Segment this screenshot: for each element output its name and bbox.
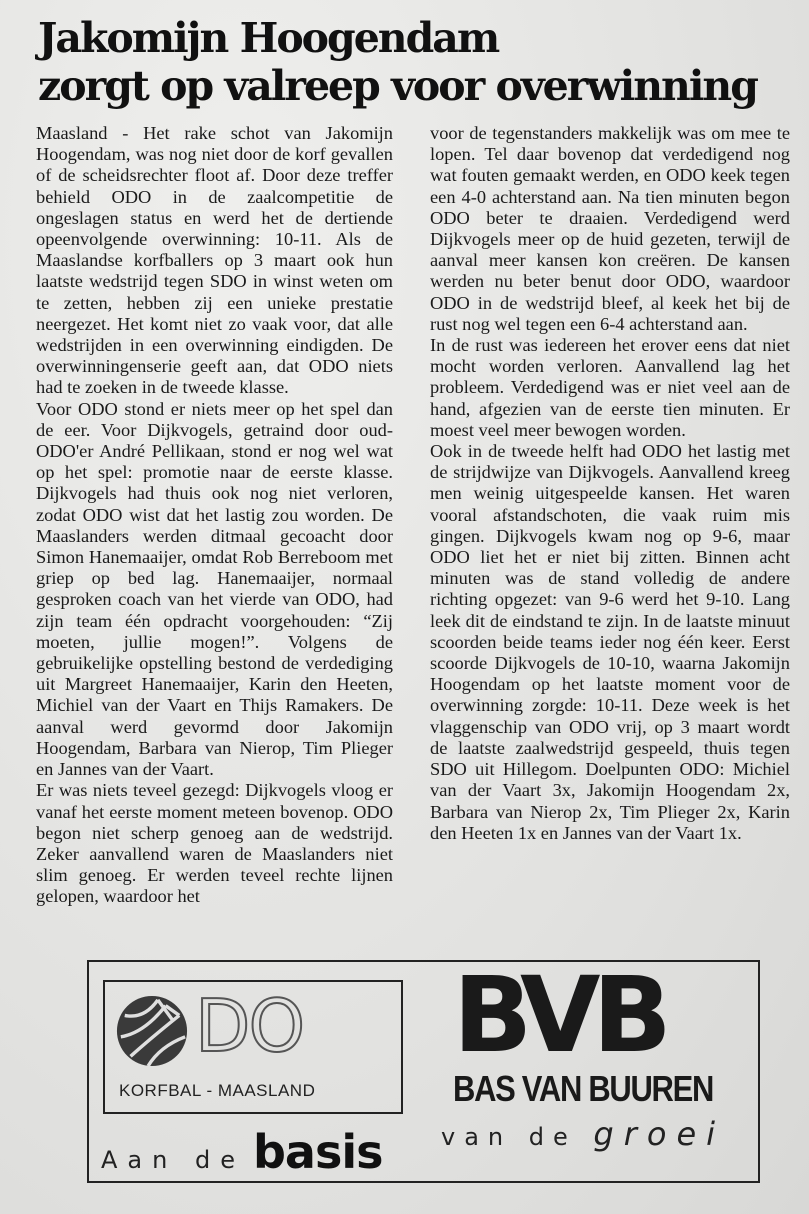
bvb-sponsor-block [441,962,756,1181]
paragraph: Ook in de tweede helft had ODO het lastig met de strijdwijze van Dijkvogels. Aanvallend kreeg men weinig uitgespeelde kansen. Het waren vooral afstandschoten, die vaak ruim mis gingen. Dijkvogels kwam nog op 9-6, maar ODO liet het er niet bij zitten. Binnen acht minuten was de stand volledig de andere richting opgezet: van 9-6 werd het 9-10. Lang leek dit de eindstand te zijn. In de laatste minuut scoorden beide teams ieder nog één keer. Eerst scoorde Dijkvogels de 10-10, waarna Jakomijn Hoogendam op het laatste moment voor de overwinning zorgde: 10-11. Deze week is het vlaggenschip van ODO vrij, op 3 maart wordt de laatste zaalwedstrijd gespeeld, thuis tegen SDO uit Hillegom. Doelpunten ODO: Michiel van der Vaart 3x, Jakomijn Hoogendam 2x, Barbara van Nierop 2x, Tim Plieger 2x, Karin den Heeten 1x en Jannes van der Vaart 1x. [430,441,790,843]
paragraph: Voor ODO stond er niets meer op het spel dan de eer. Voor Dijkvogels, getraind door oud-ODO'er André Pellikaan, stond er nog wel wat op het spel: promotie naar de eerste klasse. Dijkvogels had thuis ook nog niet verloren, zodat ODO wist dat het lastig zou worden. De Maaslanders werden ditmaal gecoacht door Simon Hanemaaijer, omdat Rob Berreboom met griep op bed lag. Hanemaaijer, normaal gesproken coach van het vierde van ODO, had zijn team één opdracht voorgehouden: “Zij moeten, jullie mogen!”. Volgens de gebruikelijke opstelling bestond de verdediging uit Margreet Hanemaaijer, Karin den Heeten, Michiel van der Vaart en Thijs Ramakers. De aanval werd gevormd door Jakomijn Hoogendam, Barbara van Nierop, Tim Plieger en Jannes van der Vaart. [36,398,393,780]
tagline-right-prefix: van de [441,1123,577,1151]
tagline-basis: basis [252,1125,383,1179]
article-column-right [430,123,790,844]
tagline-right-groei: groei [593,1115,726,1153]
tagline-right [441,1110,725,1161]
bvb-logo: BVB [453,960,664,1076]
tagline-left-row [101,1126,382,1178]
headline-line-1: Jakomijn Hoogendam [38,14,499,62]
korfball-ball-icon [115,994,189,1068]
bvb-company-name: BAS VAN BUUREN [453,1068,714,1109]
paragraph: In de rust was iedereen het erover eens dat niet mocht worden verloren. Aanvallend lag het probleem. Verdedigend was er niet veel aan de hand, afgezien van de eerste tien minuten. Er moest veel meer bewogen worden. [430,335,790,440]
paragraph: Maasland - Het rake schot van Jakomijn Hoogendam, was nog niet door de korf gevallen of de scheidsrechter floot af. Door deze treffer behield ODO in de zaalcompetitie de ongeslagen status en werd het de dertiende opeenvolgende overwinning: 10-11. Als de Maaslandse korfballers op 3 maart ook hun laatste wedstrijd tegen SDO in winst weten om te zetten, hebben zij een unieke prestatie neergezet. Het komt niet zo vaak voor, dat alle wedstrijden in een overwinning eindigden. De overwinningenserie geeft aan, dat ODO niets had te zoeken in de tweede klasse. [36,123,393,398]
advertisement [87,960,760,1183]
article-headline [38,14,757,110]
odo-logo-subtitle: KORFBAL - MAASLAND [119,1081,316,1100]
headline-line-2: zorgt op valreep voor overwinning [38,62,757,110]
paragraph: voor de tegenstanders makkelijk was om mee te lopen. Tel daar bovenop dat verdedigend nog wat fouten gemaakt werden, en ODO keek tegen een 4-0 achterstand aan. Na tien minuten begon ODO beter te draaien. Verdedigend werd Dijkvogels meer op de huid gezeten, terwijl de aanval meer kansen kon creëren. De kansen werden nu beter benut door ODO, waardoor ODO in de wedstrijd bleef, al keek het bij de rust nog wel tegen een 6-4 achterstand aan. [430,123,790,334]
odo-logo [103,980,403,1114]
odo-logo-area [89,962,429,1122]
paragraph: Er was niets teveel gezegd: Dijkvogels vloog er vanaf het eerste moment meteen bovenop. ODO begon niet scherp genoeg aan de wedstrijd. Zeker aanvallend waren de Maaslanders niet slim genoeg. Er werden teveel rechte lijnen gelopen, waardoor het [36,780,393,907]
article-column-left [36,123,393,908]
odo-logo-letters: DO [195,984,304,1068]
tagline-left: Aan de [101,1146,245,1174]
odo-sponsor-block [89,962,429,1181]
